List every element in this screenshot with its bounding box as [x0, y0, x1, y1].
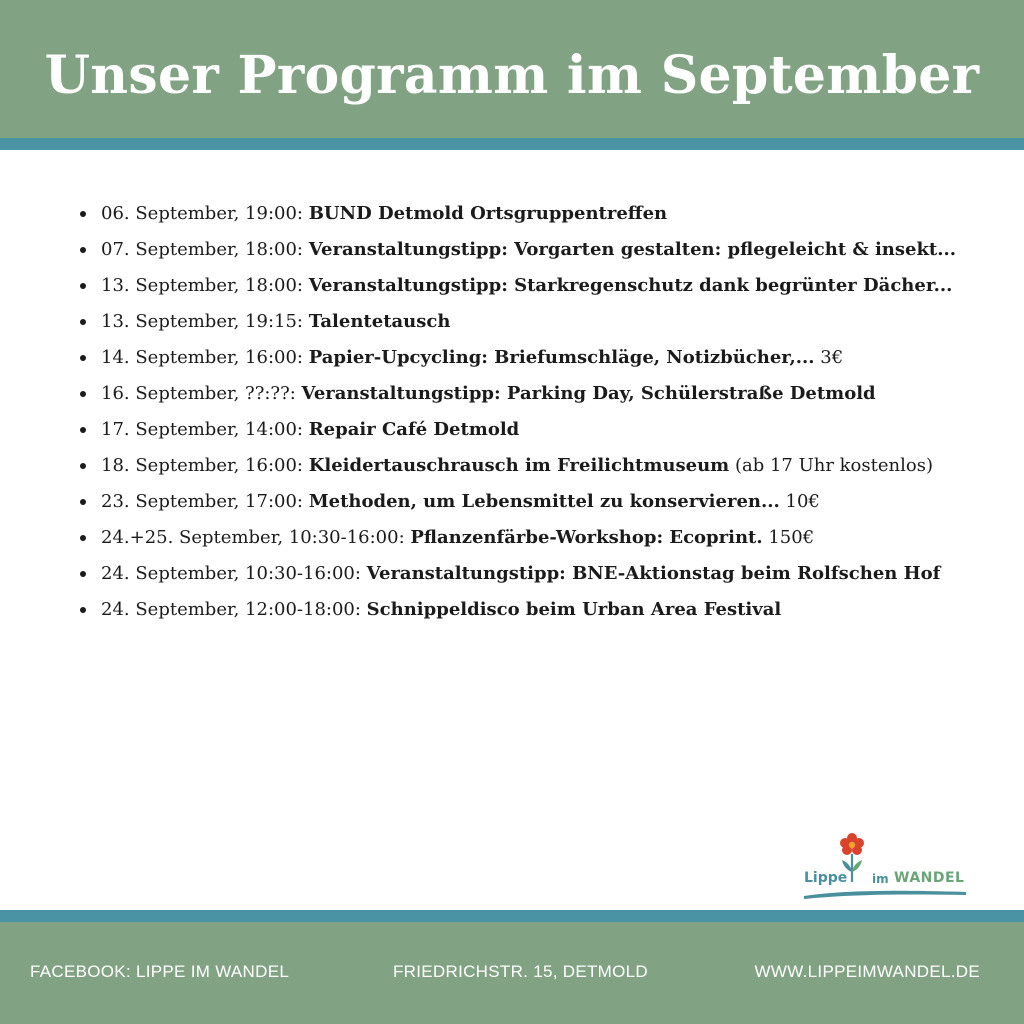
event-item: [0, 196, 1024, 232]
footer-stripe: [0, 910, 1024, 922]
event-title: Veranstaltungstipp: Starkregenschutz dank begrünter Dächer...: [308, 275, 953, 296]
event-title: Talentetausch: [308, 311, 451, 332]
bullet-icon: [80, 427, 86, 433]
event-item: [0, 268, 1024, 304]
event-date: 17. September, 14:00:: [101, 419, 309, 440]
bullet-icon: [80, 535, 86, 541]
event-title: Repair Café Detmold: [308, 419, 520, 440]
event-item: [0, 556, 1024, 592]
footer-facebook: FACEBOOK: LIPPE IM WANDEL: [30, 962, 290, 981]
header-stripe: [0, 138, 1024, 150]
event-item: [0, 340, 1024, 376]
bullet-icon: [80, 571, 86, 577]
event-date: 07. September, 18:00:: [101, 239, 309, 260]
bullet-icon: [80, 355, 86, 361]
footer-band: [0, 922, 1024, 1024]
event-item: [0, 304, 1024, 340]
event-item: [0, 412, 1024, 448]
event-title: Schnippeldisco beim Urban Area Festival: [366, 599, 782, 620]
event-title: BUND Detmold Ortsgruppentreffen: [308, 203, 668, 224]
logo-text-wandel: WANDEL: [894, 870, 965, 886]
footer-website: WWW.LIPPEIMWANDEL.DE: [754, 962, 980, 981]
header-band: [0, 0, 1024, 138]
event-date: 13. September, 19:15:: [101, 311, 309, 332]
event-date: 18. September, 16:00:: [101, 455, 309, 476]
event-item: [0, 232, 1024, 268]
footer-address: FRIEDRICHSTR. 15, DETMOLD: [393, 962, 648, 981]
bullet-icon: [80, 463, 86, 469]
event-title: Methoden, um Lebensmittel zu konservieren...: [308, 491, 780, 512]
event-item: [0, 448, 1024, 484]
event-date: 24.+25. September, 10:30-16:00:: [101, 527, 411, 548]
page-title: Unser Programm im September: [44, 44, 980, 106]
event-title: Kleidertauschrausch im Freilichtmuseum: [308, 455, 730, 476]
event-extra: (ab 17 Uhr kostenlos): [729, 455, 933, 476]
bullet-icon: [80, 247, 86, 253]
event-item: [0, 376, 1024, 412]
event-title: Veranstaltungstipp: Parking Day, Schülerstraße Detmold: [301, 383, 876, 404]
event-title: Pflanzenfärbe-Workshop: Ecoprint.: [410, 527, 763, 548]
event-date: 23. September, 17:00:: [101, 491, 309, 512]
event-date: 24. September, 12:00-18:00:: [101, 599, 367, 620]
bullet-icon: [80, 499, 86, 505]
event-date: 14. September, 16:00:: [101, 347, 309, 368]
bullet-icon: [80, 607, 86, 613]
bullet-icon: [80, 283, 86, 289]
event-item: [0, 484, 1024, 520]
event-date: 16. September, ??:??:: [101, 383, 302, 404]
event-title: Papier-Upcycling: Briefumschläge, Notizbücher,...: [308, 347, 815, 368]
bullet-icon: [80, 319, 86, 325]
event-date: 06. September, 19:00:: [101, 203, 309, 224]
logo-text-im: im: [872, 872, 889, 886]
event-title: Veranstaltungstipp: Vorgarten gestalten: pflegeleicht & insekt...: [308, 239, 957, 260]
event-extra: 150€: [762, 527, 815, 548]
logo-text-lippe: Lippe: [804, 870, 848, 886]
bullet-icon: [80, 391, 86, 397]
event-item: [0, 520, 1024, 556]
event-extra: 3€: [814, 347, 844, 368]
event-list: [0, 196, 1024, 628]
lippe-im-wandel-logo: [800, 832, 970, 902]
event-title: Veranstaltungstipp: BNE-Aktionstag beim Rolfschen Hof: [366, 563, 941, 584]
event-date: 24. September, 10:30-16:00:: [101, 563, 367, 584]
bullet-icon: [80, 211, 86, 217]
logo-wave-graphic: [804, 888, 966, 900]
event-item: [0, 592, 1024, 628]
event-extra: 10€: [779, 491, 820, 512]
event-date: 13. September, 18:00:: [101, 275, 309, 296]
